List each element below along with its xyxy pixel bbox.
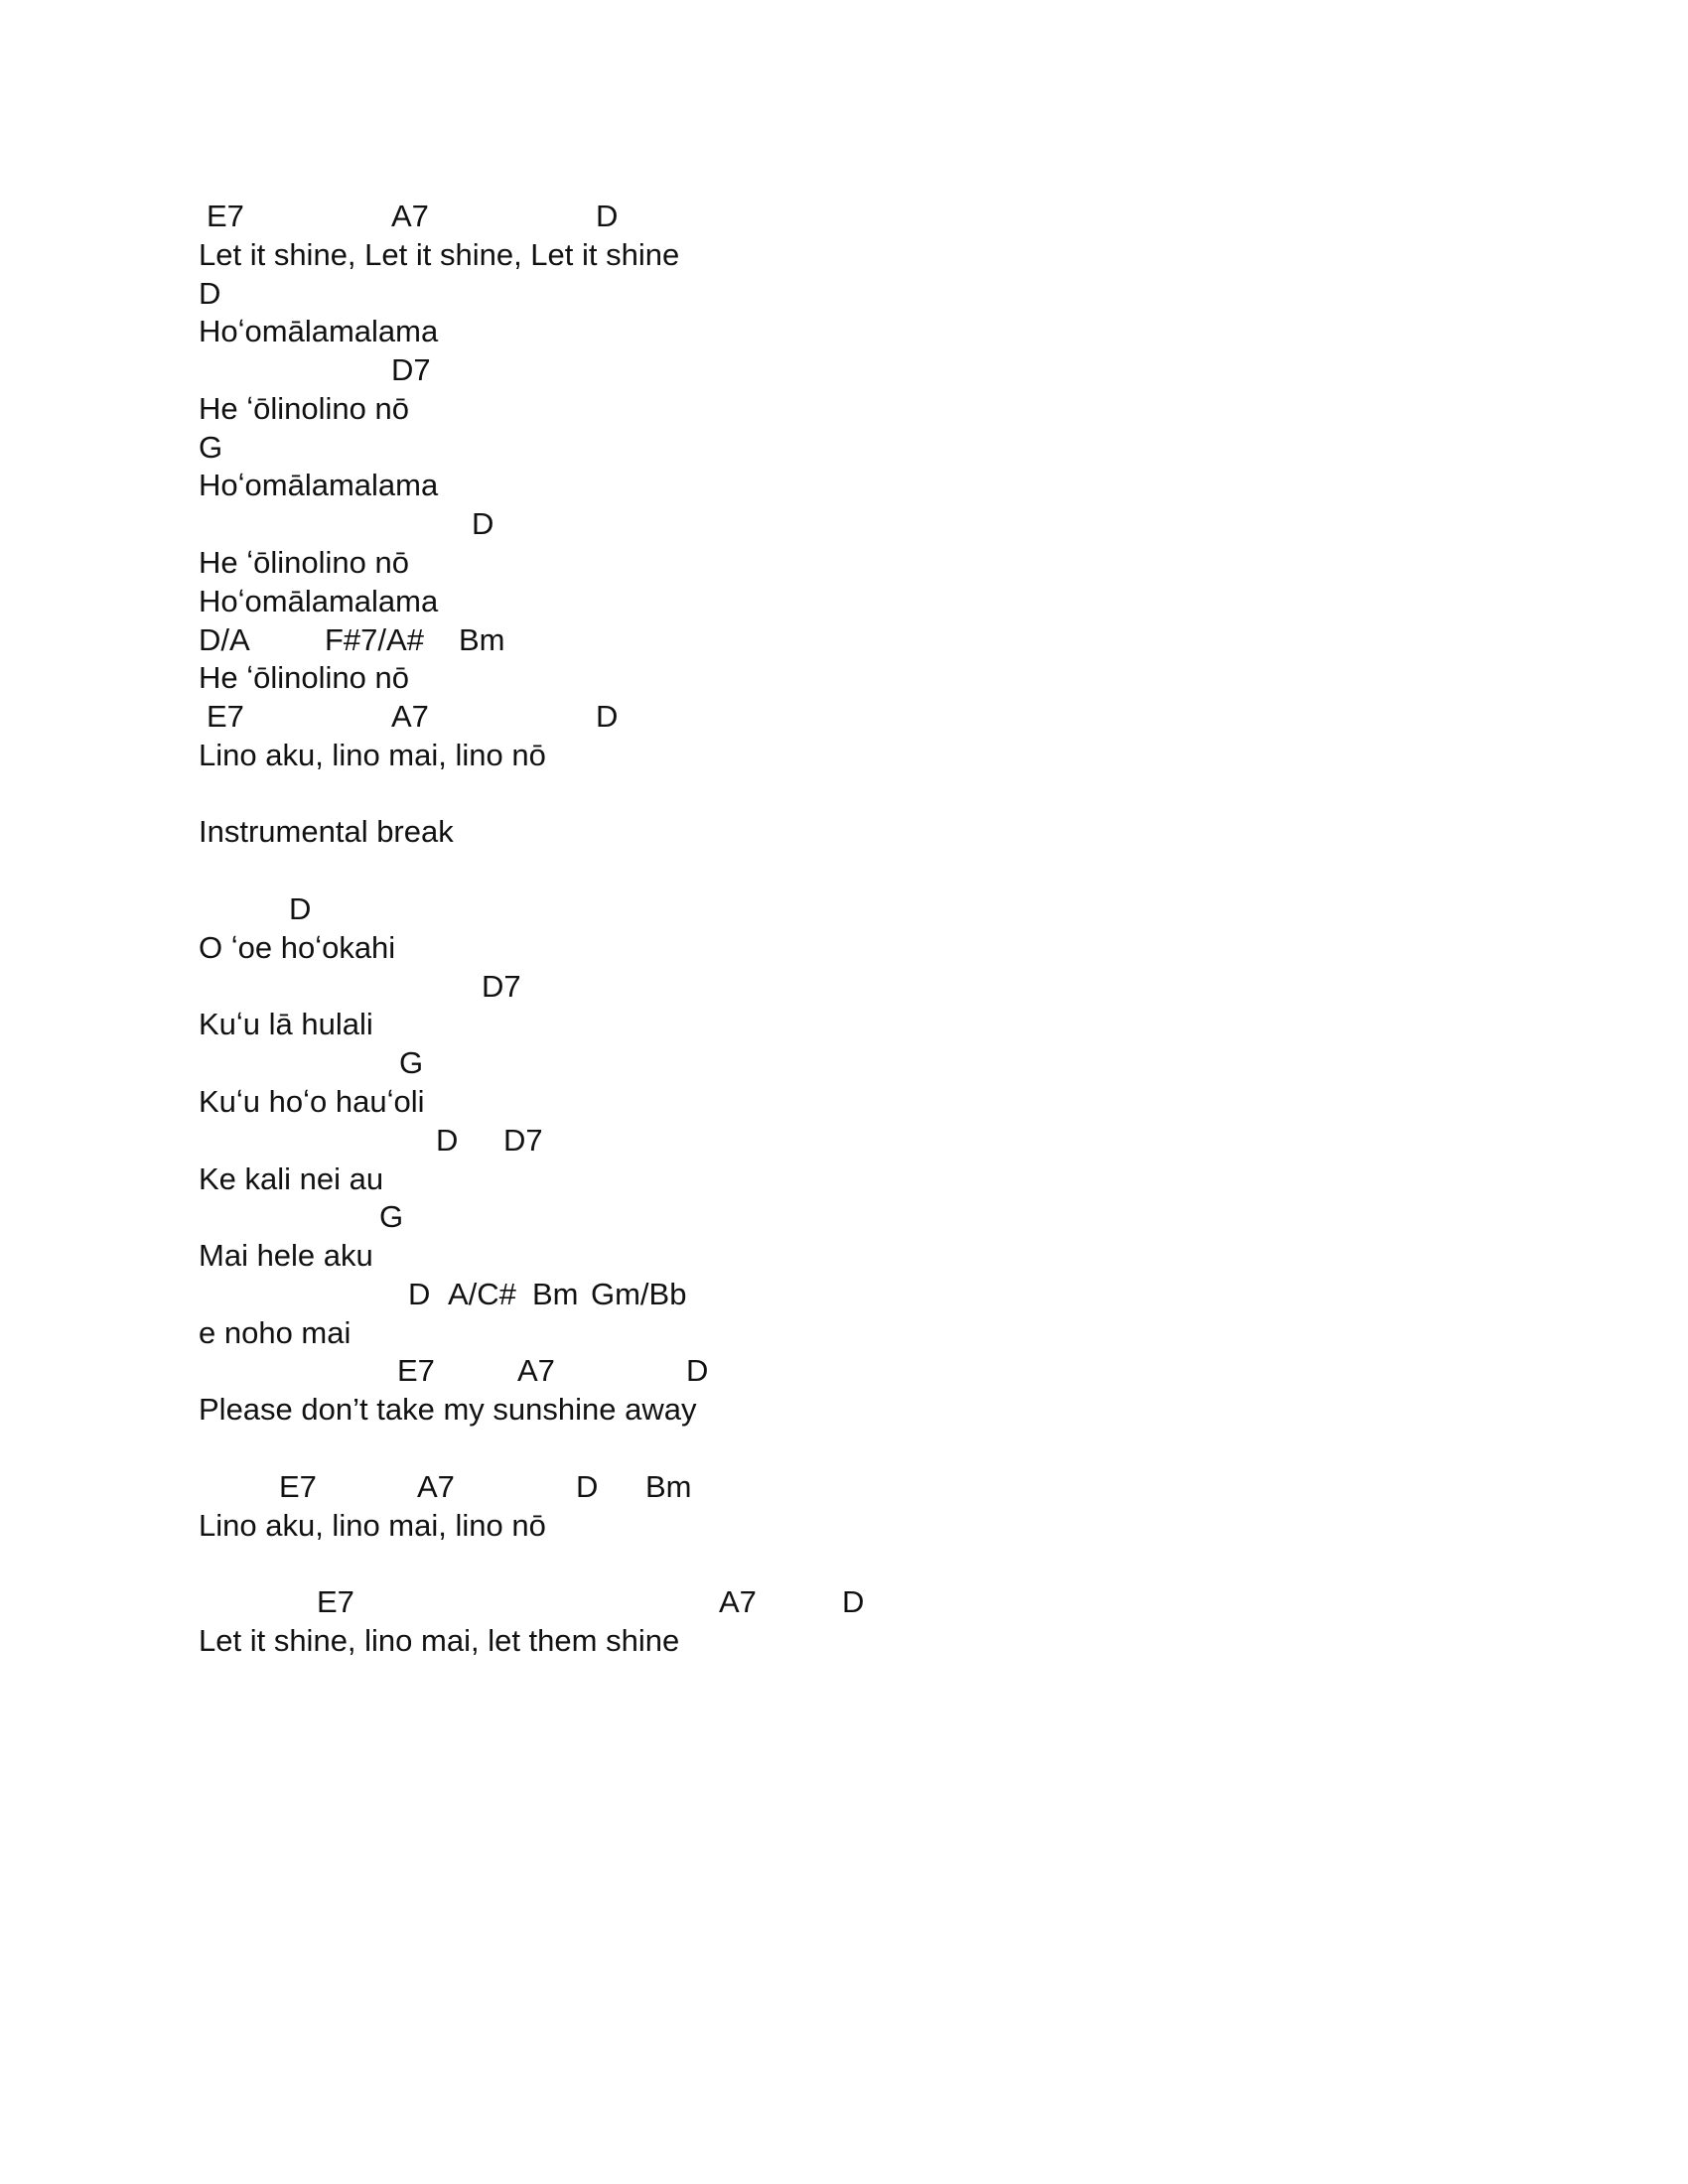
- chord-13-2: D: [596, 699, 619, 735]
- chord-28-0: D: [408, 1276, 431, 1311]
- chord-36-0: E7: [317, 1584, 354, 1620]
- chord-13-1: A7: [391, 699, 429, 735]
- chord-11-0: D/A: [199, 621, 250, 657]
- chord-20-0: D7: [482, 968, 521, 1004]
- chord-28-2: Bm: [532, 1276, 579, 1311]
- lyric-line-9: He ʻōlinolino nō: [199, 545, 409, 581]
- lyric-line-3: Hoʻomālamalama: [199, 314, 439, 349]
- lyric-line-27: Mai hele aku: [199, 1238, 373, 1274]
- chord-36-1: A7: [719, 1584, 757, 1620]
- lyric-line-31: Please don’t take my sunshine away: [199, 1392, 697, 1428]
- chord-6-0: G: [199, 429, 223, 465]
- chord-30-0: E7: [397, 1353, 435, 1389]
- chord-8-0: D: [472, 506, 494, 542]
- lyric-line-29: e noho mai: [199, 1314, 352, 1350]
- chord-22-0: G: [399, 1045, 424, 1081]
- chord-33-3: Bm: [645, 1468, 692, 1504]
- chord-11-1: F#7/A#: [325, 621, 424, 657]
- chord-24-1: D7: [503, 1122, 543, 1158]
- chord-2-0: D: [199, 275, 221, 311]
- lyric-line-21: Kuʻu lā hulali: [199, 1007, 373, 1042]
- chord-26-0: G: [379, 1199, 404, 1235]
- lyric-line-5: He ʻōlinolino nō: [199, 390, 409, 426]
- lyric-line-19: O ʻoe hoʻokahi: [199, 929, 396, 965]
- chord-28-3: Gm/Bb: [591, 1276, 687, 1311]
- lyric-line-25: Ke kali nei au: [199, 1160, 384, 1196]
- chord-33-2: D: [576, 1468, 599, 1504]
- lyric-line-16: Instrumental break: [199, 814, 454, 850]
- lyric-line-10: Hoʻomālamalama: [199, 583, 439, 618]
- lyric-line-7: Hoʻomālamalama: [199, 468, 439, 503]
- chord-28-1: A/C#: [448, 1276, 516, 1311]
- chord-18-0: D: [289, 891, 312, 927]
- lyric-line-34: Lino aku, lino mai, lino nō: [199, 1507, 546, 1543]
- lyric-line-37: Let it shine, lino mai, let them shine: [199, 1622, 680, 1658]
- chord-0-2: D: [596, 199, 619, 233]
- chord-0-0: E7: [207, 199, 244, 233]
- chord-30-1: A7: [517, 1353, 555, 1389]
- lyric-line-23: Kuʻu hoʻo hauʻoli: [199, 1083, 425, 1119]
- chord-11-2: Bm: [459, 621, 505, 657]
- chord-13-0: E7: [207, 699, 244, 735]
- chord-33-1: A7: [417, 1468, 455, 1504]
- chord-30-2: D: [686, 1353, 709, 1389]
- lyric-line-14: Lino aku, lino mai, lino nō: [199, 737, 546, 772]
- lyric-line-12: He ʻōlinolino nō: [199, 660, 409, 696]
- chord-36-2: D: [842, 1584, 865, 1620]
- chord-24-0: D: [436, 1122, 459, 1158]
- chord-0-1: A7: [391, 199, 429, 233]
- chord-33-0: E7: [279, 1468, 317, 1504]
- chord-4-0: D7: [391, 352, 431, 388]
- lyric-line-1: Let it shine, Let it shine, Let it shine: [199, 236, 680, 272]
